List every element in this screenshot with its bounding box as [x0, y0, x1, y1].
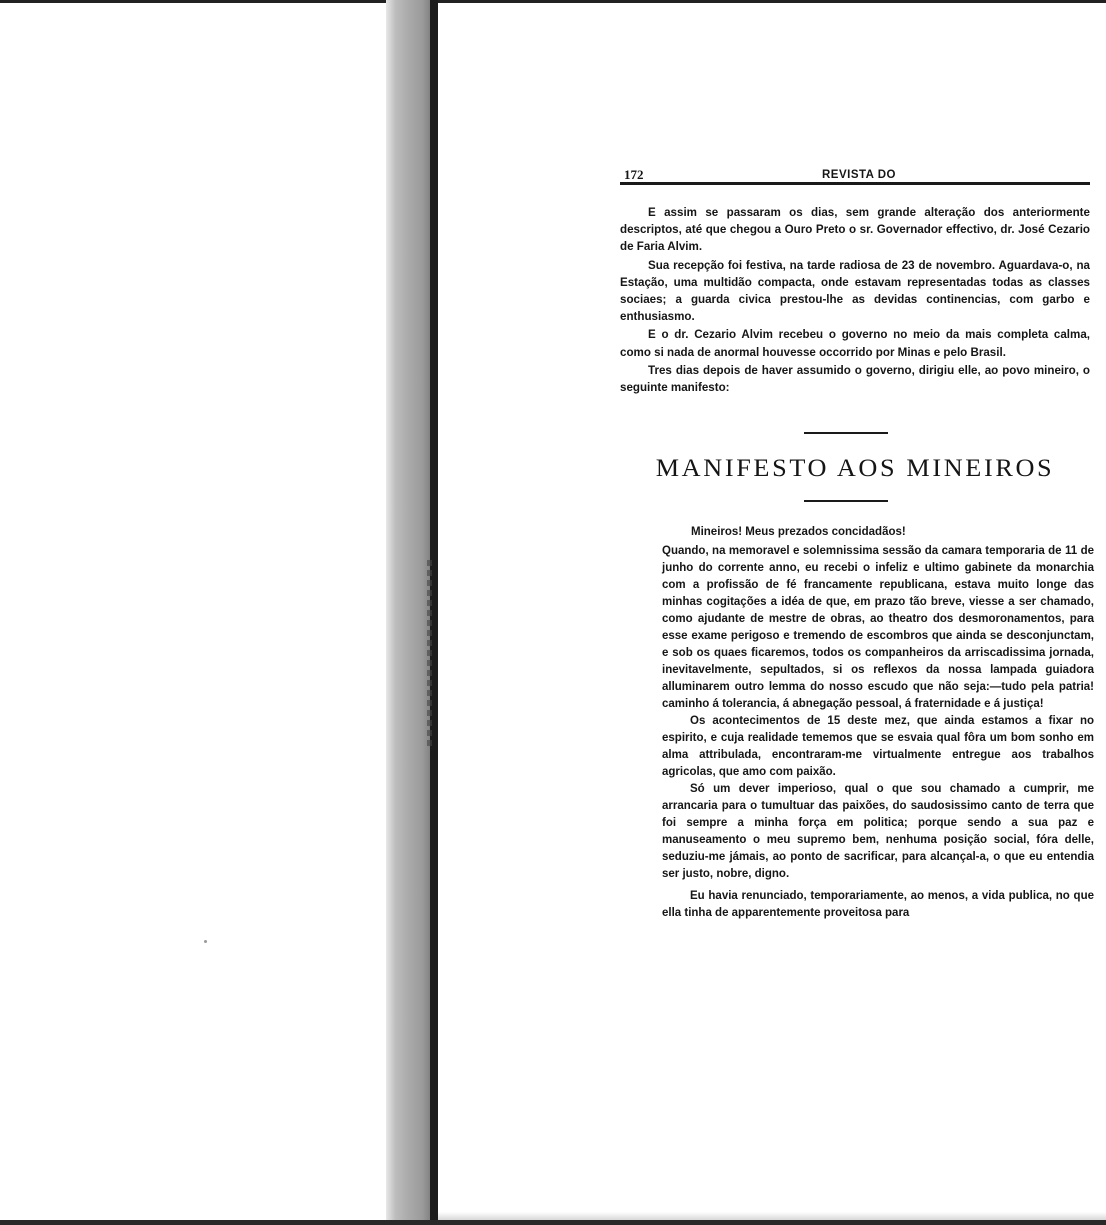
intro-paragraph: E assim se passaram os dias, sem grande alteração dos anteriormente descriptos, até que chegou a Ouro Preto o sr. Governador effectivo, dr. José Cezario de Faria Alvim.: [620, 206, 1090, 254]
book-page: [620, 164, 1098, 922]
spine-mark: [427, 560, 432, 750]
manifesto-paragraph: Quando, na memoravel e solemnissima sessão da camara temporaria de 11 de junho do corrente anno, eu recebi o infeliz e ultimo gabinete da monarchia com a profissão de fé francamente republicana, estava muito longe das minhas cogitações a idéa de que, em prazo tão breve, viesse a ser chamado, como ajudante de mestre de obras, ao theatro dos desmoronamentos, para esse exame perigoso e tremendo de escombros que ainda se desconjunctam, e sob os quaes ficaremos, todos os companheiros da arriscadissima jornada, inevitavelmente, sepultados, si os reflexos da nossa lampada guiadora alluminarem outro lemma do nosso escudo que não seja:—tudo pela patria! caminho á tolerancia, á abnegação pessoal, á fraternidade e á justiça!: [662, 545, 1094, 711]
manifesto-title: MANIFESTO AOS MINEIROS: [655, 455, 1055, 483]
salutation: Mineiros! Meus prezados concidadãos!: [691, 526, 906, 539]
manifesto-paragraph: Eu havia renunciado, temporariamente, ao menos, a vida publica, no que ella tinha de apparentemente proveitosa para: [662, 890, 1094, 920]
scan-bottom-edge: [0, 1220, 1106, 1225]
running-head: [620, 164, 1098, 184]
intro-paragraph: Tres dias depois de haver assumido o governo, dirigiu elle, ao povo mineiro, o seguinte manifesto:: [620, 363, 1090, 395]
running-title: REVISTA DO: [822, 169, 897, 181]
paper-speck: [204, 940, 207, 943]
header-rule: [620, 182, 1090, 185]
page-number: 172: [624, 167, 644, 182]
title-rule-bottom: [804, 500, 888, 502]
manifesto-text: [662, 524, 1094, 922]
intro-paragraph: E o dr. Cezario Alvim recebeu o governo no meio da mais completa calma, como si nada de anormal houvesse occorrido por Minas e pelo Brasil.: [620, 328, 1090, 359]
page-bottom-shadow: [438, 1212, 1106, 1220]
manifesto-paragraph: Os acontecimentos de 15 deste mez, que ainda estamos a fixar no espirito, e cuja realidade tememos que se esvaia qual fôra um bom sonho em alma attribulada, encontraram-me virtualmente entregue aos trabalhos agricolas, que amo com paixão.: [662, 715, 1094, 779]
intro-text: [620, 204, 1090, 396]
title-rule-top: [804, 432, 888, 434]
intro-paragraph: Sua recepção foi festiva, na tarde radiosa de 23 de novembro. Aguardava-o, na Estação, uma multidão compacta, onde estavam representadas todas as classes sociaes; a guarda civica prestou-lhe as devidas continencias, com garbo e enthusiasmo.: [620, 258, 1090, 324]
manifesto-paragraph: Só um dever imperioso, qual o que sou chamado a cumprir, me arrancaria para o tumultuar das paixões, do saudosissimo canto de terra que foi sempre a minha força em politica; porque sendo a sua paz e manuseamento o meu supremo bem, nenhuma posição social, fóra delle, seduziu-me jámais, ao ponto de sacrificar, para alcançal-a, o que eu entendia ser justo, nobre, digno.: [662, 783, 1094, 881]
scan-top-edge: [0, 0, 1106, 3]
